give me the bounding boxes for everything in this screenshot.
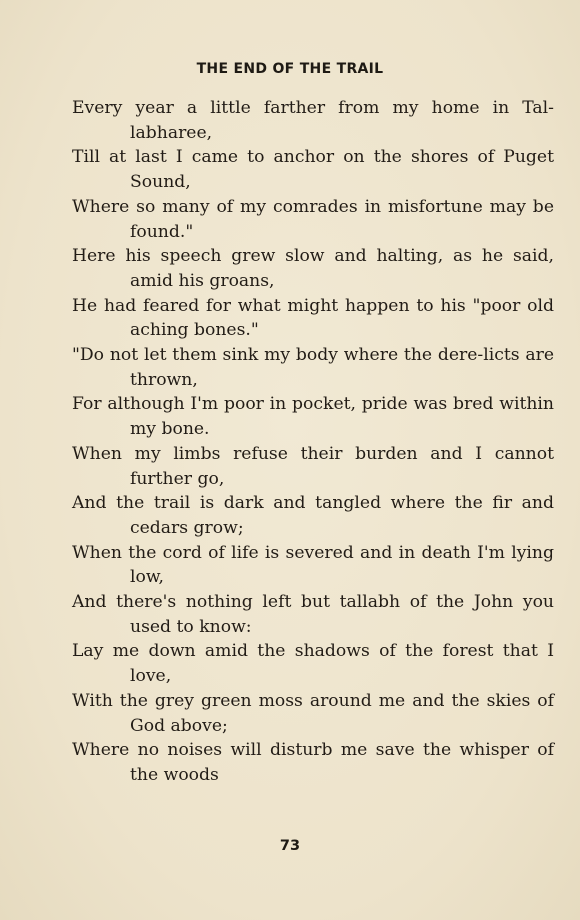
verse-line: Where so many of my comrades in misfortune may be found." [72, 196, 554, 242]
verse-line: He had feared for what might happen to his "poor old aching bones." [72, 295, 554, 341]
page-number: 73 [279, 838, 301, 854]
verse-line: When my limbs refuse their burden and I cannot further go, [72, 443, 554, 489]
verse-line: And the trail is dark and tangled where the fir and cedars grow; [72, 493, 554, 538]
verse-line: Every year a little farther from my home in Tal-labharee, [72, 98, 554, 143]
verse-line: Where no noises will disturb me save the whisper of the woods [72, 740, 554, 785]
verse-line: And there's nothing left but tallabh of the John you used to know: [72, 592, 554, 637]
verse-line: With the grey green moss around me and the skies of God above; [72, 690, 554, 736]
running-head: THE END OF THE TRAIL [196, 61, 384, 77]
verse-line: Lay me down amid the shadows of the forest that I love, [72, 641, 554, 687]
verse-line: Here his speech grew slow and halting, as he said, amid his groans, [72, 246, 554, 291]
verse-line: "Do not let them sink my body where the dere-licts are thrown, [72, 345, 554, 390]
verse-line: Till at last I came to anchor on the shores of Puget Sound, [72, 147, 554, 193]
poem-verse [72, 96, 554, 788]
verse-line: For although I'm poor in pocket, pride was bred within my bone. [72, 394, 554, 440]
verse-line: When the cord of life is severed and in death I'm lying low, [72, 542, 554, 588]
